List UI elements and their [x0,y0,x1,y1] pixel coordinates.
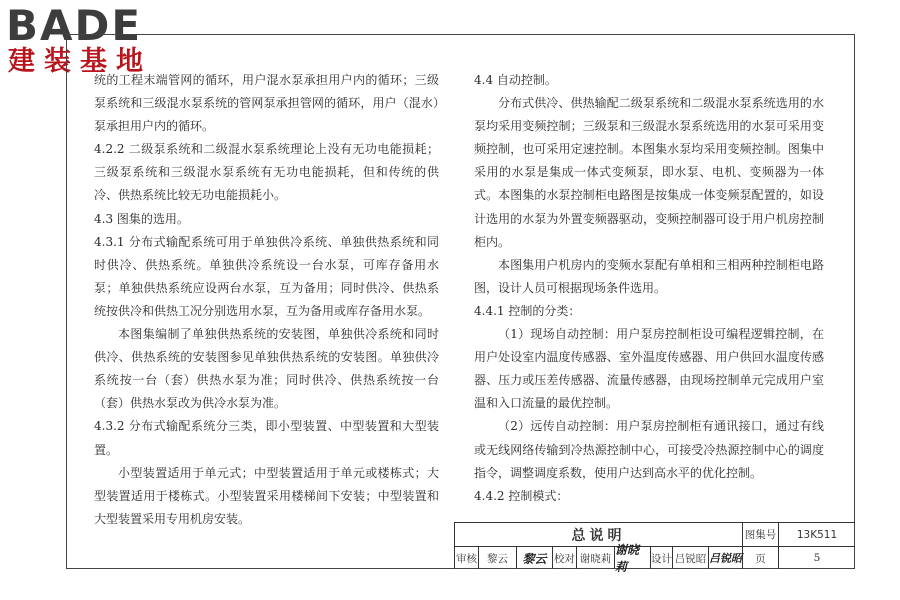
title-block [454,522,855,574]
section-4-3-1: 4.3.1 分布式输配系统可用于单独供冷系统、单独供热系统和同时供冷、供热系统。单独供冷系统设一台水泵，可库存备用水泵；单独供热系统应设两台水泵，互为备用；同时供冷、供热系统按供冷和供热工况分别选用水泵，互为备用或库存备用水泵。 [94,234,439,318]
reviewer-name: 黎云 [479,547,517,569]
reviewer-signature: 黎云 [517,547,553,569]
paragraph: 统的工程末端管网的循环，用户混水泵承担用户内的循环；三级泵系统和三级混水泵系统的管网泵承担管网的循环，用户（混水）泵承担用户内的循环。 [94,73,439,134]
review-label: 审核 [455,547,479,569]
paragraph: 分布式供冷、供热输配二级泵系统和二级混水泵系统选用的水泵均采用变频控制；三级泵和三级混水泵系统选用的水泵可采用变频控制，也可采用定速控制。本图集水泵均采用变频控制。图集中采用的水泵是集成一体式变频泵，即水泵、电机、变频器为一体式。本图集的水泵控制柜电路图是按集成一体变频泵配置的，如设计选用的水泵为外置变频器驱动，变频控制器可设于用户机房控制柜内。 [474,96,824,249]
atlas-number: 13K511 [779,523,855,547]
list-item: （1）现场自动控制：用户泵房控制柜设可编程逻辑控制，在用户处设室内温度传感器、室外温度传感器、用户供回水温度传感器、压力或压差传感器、流量传感器，由现场控制单元完成用户室温和入口流量的最优控制。 [474,327,824,411]
check-label: 校对 [553,547,577,569]
page-label: 页 [743,547,779,569]
left-text-column [94,69,439,531]
checker-name: 谢晓莉 [577,547,615,569]
drawing-title: 总说明 [455,523,743,547]
designer-signature: 吕锐昭 [709,547,743,569]
paragraph: 本图集用户机房内的变频水泵配有单相和三相两种控制柜电路图，设计人员可根据现场条件选用。 [474,257,824,295]
section-4-4-1: 4.4.1 控制的分类： [474,303,581,318]
section-4-2-2: 4.2.2 二级泵系统和二级混水泵系统理论上没有无功电能损耗；三级泵系统和三级混水泵系统有无功电能损耗，但和传统的供冷、供热系统比较无功电能损耗小。 [94,142,439,203]
section-4-4-2: 4.4.2 控制模式： [474,488,569,503]
design-label: 设计 [651,547,673,569]
section-4-3-heading: 4.3 图集的选用。 [94,211,189,226]
page-number: 5 [813,552,821,564]
designer-name: 吕锐昭 [673,547,709,569]
checker-signature: 谢晓莉 [615,547,651,569]
atlas-number-label: 图集号 [743,523,779,547]
logo-brand-cn: 建装基地 [8,46,152,77]
right-text-column [474,69,824,508]
list-item: （2）远传自动控制：用户泵房控制柜有通讯接口，通过有线或无线网络传输到冷热源控制中心，可接受冷热源控制中心的调度指令，调整调度系数，使用户达到高水平的优化控制。 [474,419,824,480]
section-4-4-heading: 4.4 自动控制。 [474,73,557,87]
logo-brand-en: BADE [6,1,143,50]
section-4-3-2: 4.3.2 分布式输配系统分三类，即小型装置、中型装置和大型装置。 [94,419,439,457]
paragraph: 小型装置适用于单元式；中型装置适用于单元或楼栋式；大型装置适用于楼栋式。小型装置采用楼梯间下安装；中型装置和大型装置采用专用机房安装。 [94,465,439,526]
paragraph: 本图集编制了单独供热系统的安装图，单独供冷系统和同时供冷、供热系统的安装图参见单独供热系统的安装图。单独供冷系统按一台（套）供热水泵为准；同时供冷、供热系统按一台（套）供热水泵改为供冷水泵为准。 [94,327,439,411]
